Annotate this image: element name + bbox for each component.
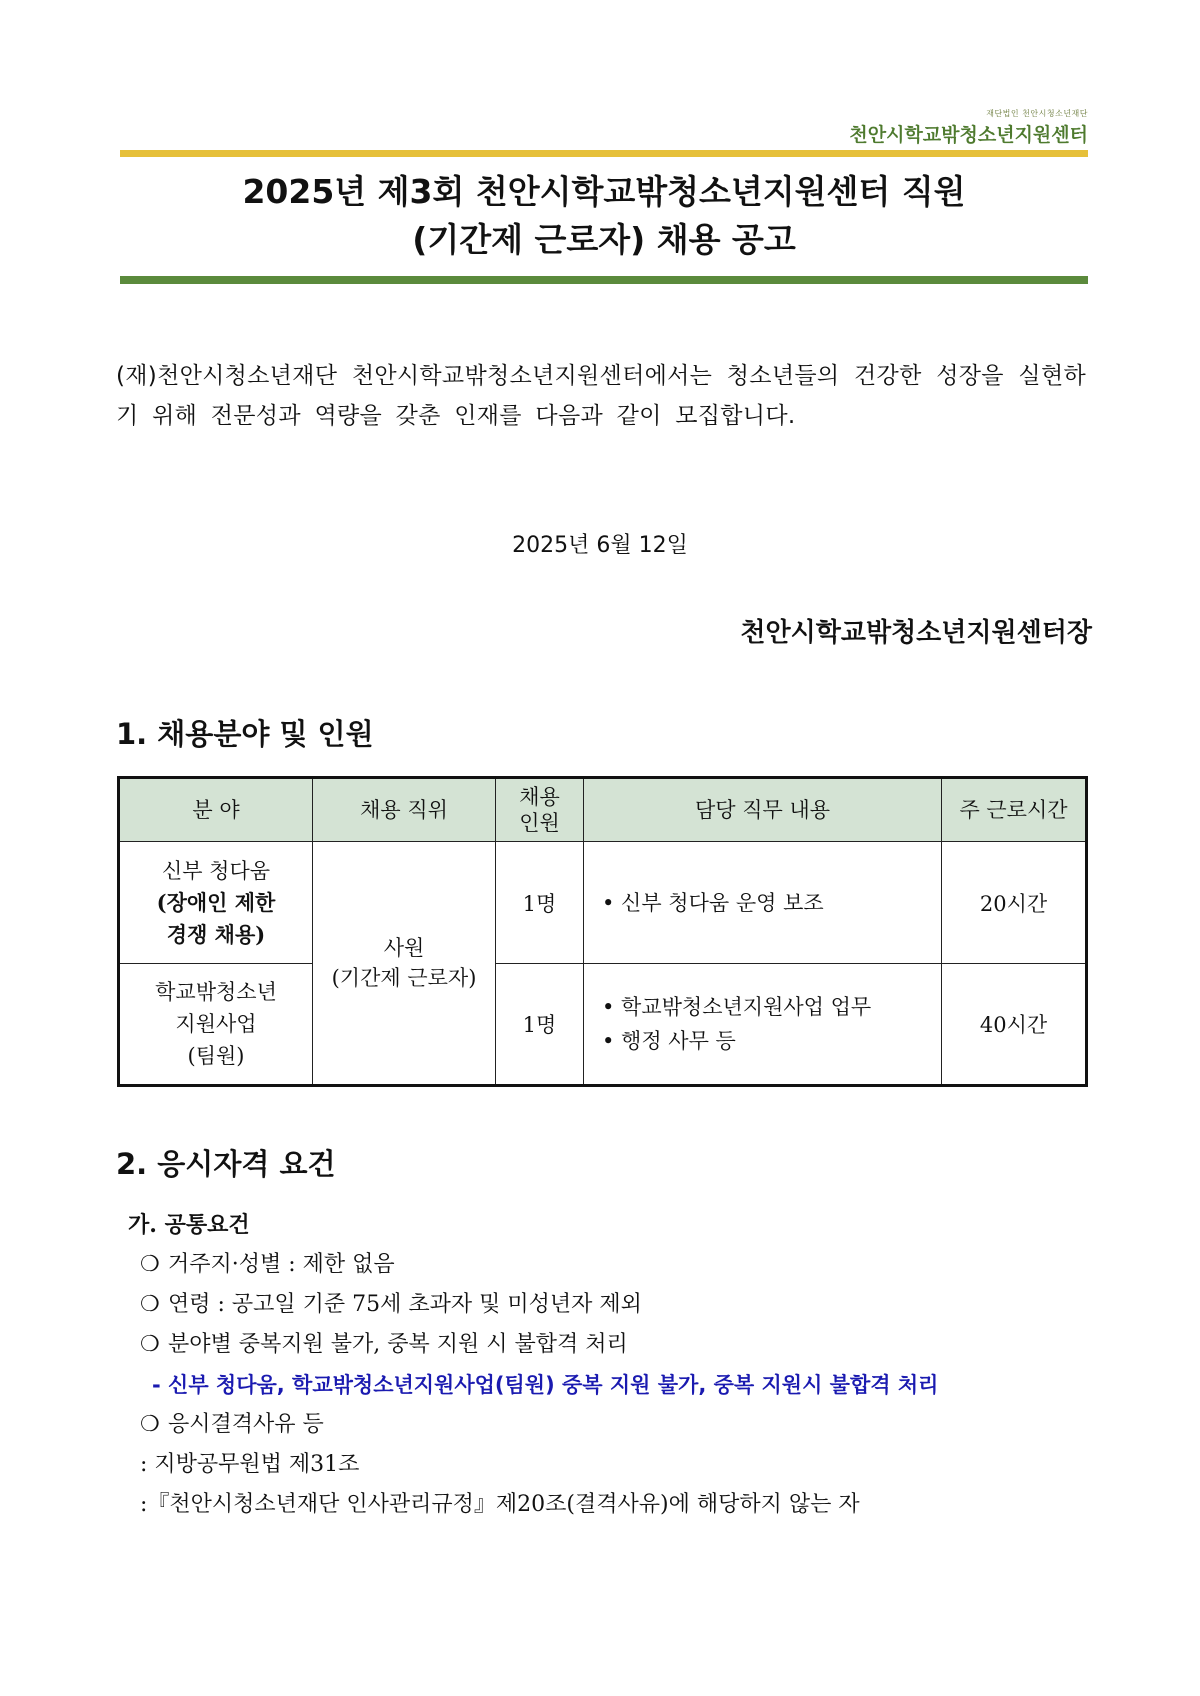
list-item-text: 분야별 중복지원 불가, 중복 지원 시 불합격 처리 bbox=[168, 1332, 628, 1357]
intro-paragraph: (재)천안시청소년재단 천안시학교밖청소년지원센터에서는 청소년들의 건강한 성장을 실현하기 위해 전문성과 역량을 갖춘 인재를 다음과 같이 모집합니다. bbox=[116, 363, 1086, 429]
field-text: 지원사업 bbox=[175, 1012, 257, 1036]
list-item bbox=[128, 1285, 938, 1325]
title-line-1: 2025년 제3회 천안시학교밖청소년지원센터 직원 bbox=[242, 172, 966, 211]
organization-logo bbox=[849, 108, 1088, 147]
page-title bbox=[120, 168, 1088, 264]
table-row bbox=[119, 842, 1087, 964]
field-text: (장애인 제한 bbox=[156, 889, 276, 915]
announcement-date: 2025년 6월 12일 bbox=[512, 533, 688, 558]
field-cell bbox=[119, 964, 313, 1086]
duty-item: • 행정 사무 등 bbox=[602, 1029, 736, 1053]
header-count: 채용 인원 bbox=[496, 778, 584, 842]
header-green-bar bbox=[120, 276, 1088, 284]
field-cell bbox=[119, 842, 313, 964]
list-item-text: 응시결격사유 등 bbox=[168, 1412, 324, 1437]
section1-heading: 1. 채용분야 및 인원 bbox=[116, 717, 374, 751]
requirements-list bbox=[128, 1205, 938, 1525]
table-row bbox=[119, 964, 1087, 1086]
list-item-text: 거주지·성별 : 제한 없음 bbox=[168, 1252, 395, 1277]
count-cell: 1명 bbox=[496, 842, 584, 964]
hours-cell: 20시간 bbox=[942, 842, 1087, 964]
signer-name: 천안시학교밖청소년지원센터장 bbox=[740, 618, 1092, 648]
duty-item: • 학교밖청소년지원사업 업무 bbox=[602, 995, 872, 1019]
title-line-2: (기간제 근로자) 채용 공고 bbox=[412, 220, 796, 259]
header-field: 분 야 bbox=[119, 778, 313, 842]
list-item bbox=[128, 1405, 938, 1445]
field-text: (팀원) bbox=[187, 1044, 245, 1068]
hours-cell: 40시간 bbox=[942, 964, 1087, 1086]
header-yellow-bar bbox=[120, 150, 1088, 157]
section2-heading: 2. 응시자격 요건 bbox=[116, 1147, 336, 1181]
header-hours: 주 근로시간 bbox=[942, 778, 1087, 842]
circle-bullet-icon: ❍ bbox=[140, 1252, 160, 1277]
field-text: 학교밖청소년 bbox=[155, 980, 277, 1004]
logo-subtitle: 재단법인 천안시청소년재단 bbox=[986, 109, 1088, 118]
law-reference: :『천안시청소년재단 인사관리규정』제20조(결격사유)에 해당하지 않는 자 bbox=[140, 1492, 860, 1517]
circle-bullet-icon: ❍ bbox=[140, 1332, 160, 1357]
count-cell: 1명 bbox=[496, 964, 584, 1086]
header-duties: 담당 직무 내용 bbox=[584, 778, 942, 842]
list-item-text: 연령 : 공고일 기준 75세 초과자 및 미성년자 제외 bbox=[168, 1292, 642, 1317]
law-reference: : 지방공무원법 제31조 bbox=[140, 1452, 360, 1477]
table-header-row bbox=[119, 778, 1087, 842]
list-item bbox=[128, 1245, 938, 1285]
logo-title: 천안시학교밖청소년지원센터 bbox=[849, 124, 1088, 146]
requirements-subheading: 가. 공통요건 bbox=[128, 1212, 250, 1238]
position-cell: 사원 (기간제 근로자) bbox=[313, 842, 496, 1086]
field-text: 경쟁 채용) bbox=[166, 921, 266, 947]
header-position: 채용 직위 bbox=[313, 778, 496, 842]
field-text: 신부 청다움 bbox=[161, 858, 271, 883]
circle-bullet-icon: ❍ bbox=[140, 1412, 160, 1437]
duties-cell bbox=[584, 842, 942, 964]
list-item bbox=[128, 1325, 938, 1365]
duplicate-application-note: - 신부 청다움, 학교밖청소년지원사업(팀원) 중복 지원 불가, 중복 지원시 불합격 처리 bbox=[152, 1373, 939, 1397]
duties-cell bbox=[584, 964, 942, 1086]
circle-bullet-icon: ❍ bbox=[140, 1292, 160, 1317]
duty-item: • 신부 청다움 운영 보조 bbox=[602, 890, 824, 915]
recruitment-table bbox=[117, 776, 1088, 1087]
